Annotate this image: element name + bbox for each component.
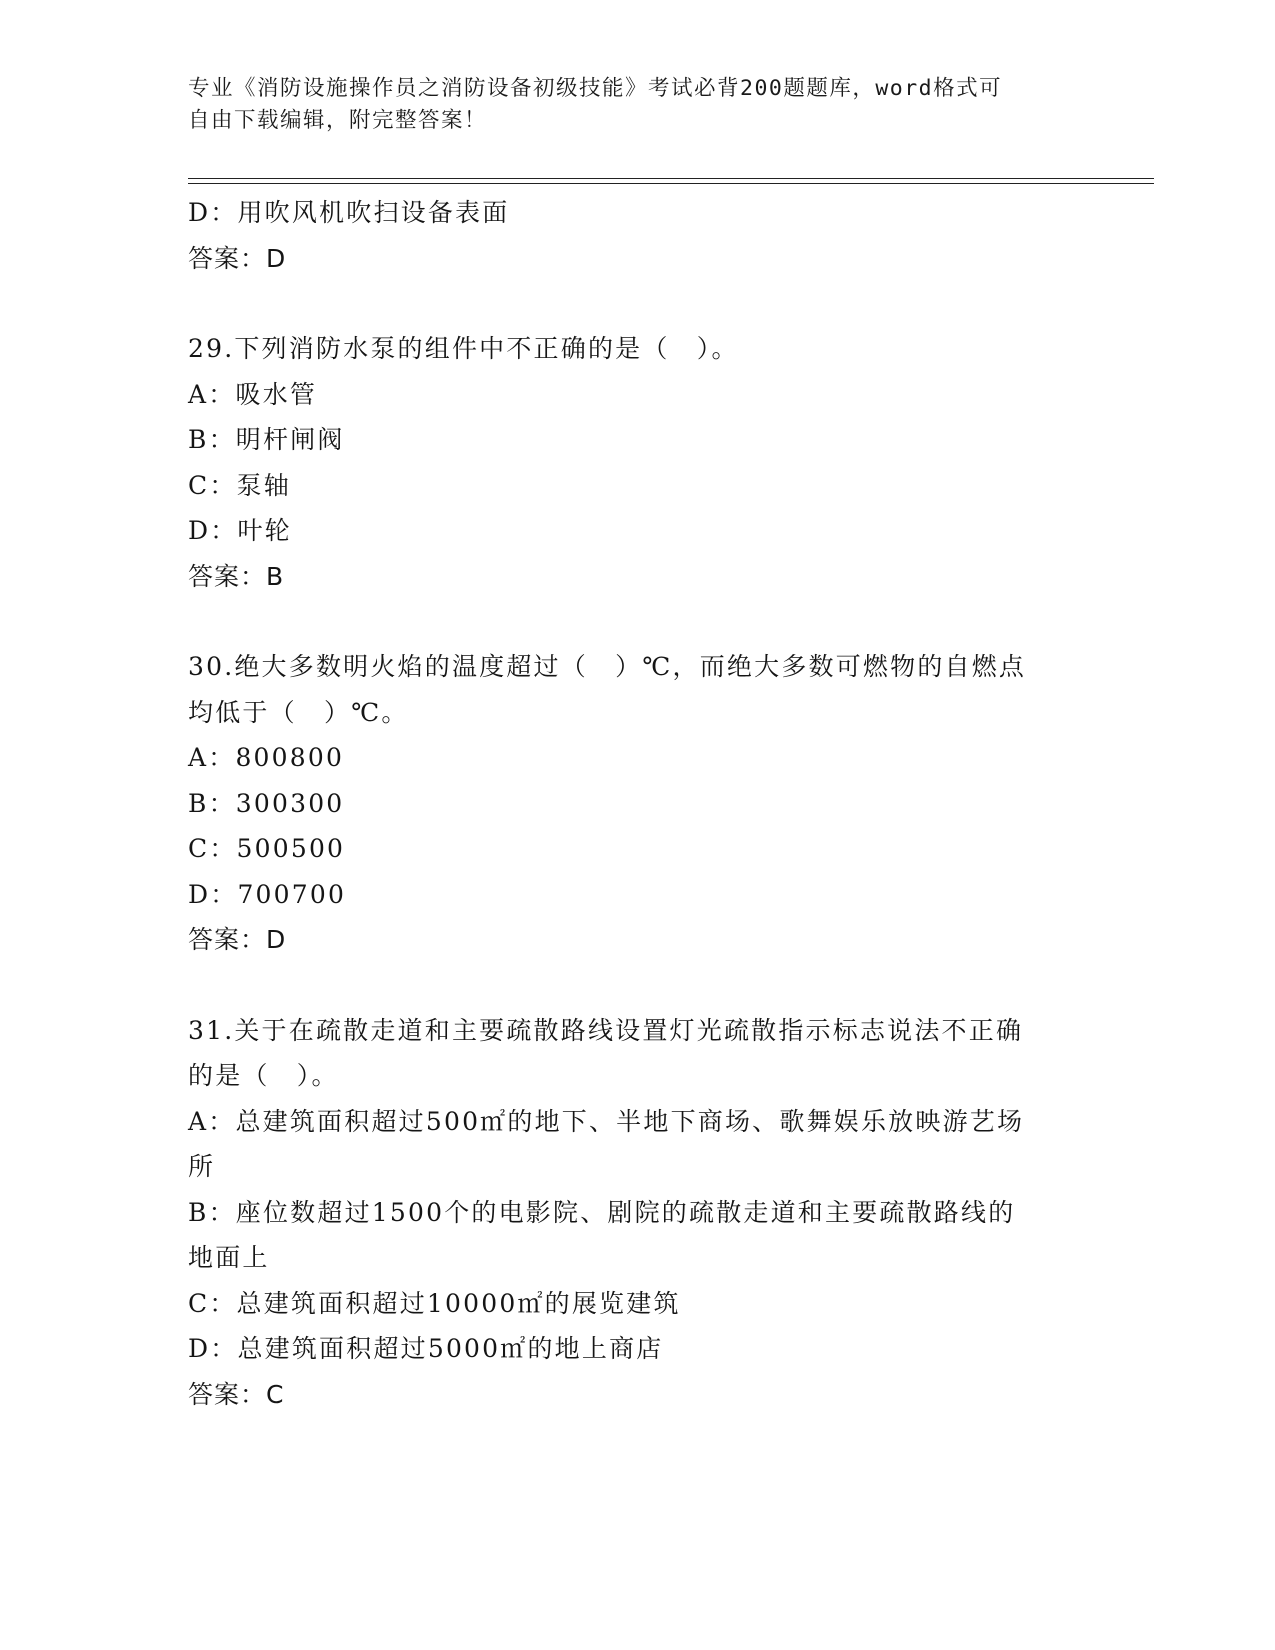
option-d: D：用吹风机吹扫设备表面 [188, 198, 510, 227]
question-stem-line-2: 均低于（ ）℃。 [188, 697, 409, 727]
option-b: B：明杆闸阀 [188, 425, 345, 454]
answer: 答案：D [188, 243, 287, 273]
question-list [188, 190, 1088, 1417]
option-c: C：总建筑面积超过10000㎡的展览建筑 [188, 1288, 681, 1318]
option-a-line-1: A：总建筑面积超过500㎡的地下、半地下商场、歌舞娱乐放映游艺场 [188, 1106, 1025, 1136]
answer: 答案：D [188, 925, 287, 954]
answer: 答案：C [188, 1379, 285, 1409]
option-a: A：吸水管 [188, 379, 318, 409]
question-stem-line-2: 的是（ ）。 [188, 1061, 339, 1090]
header-divider-top [188, 178, 1154, 179]
question-29 [188, 326, 1088, 599]
option-b: B：300300 [188, 788, 345, 818]
page-header [188, 73, 1068, 137]
option-c: C：500500 [188, 834, 346, 863]
question-31 [188, 1008, 1088, 1418]
option-d: D：叶轮 [188, 516, 292, 545]
question-stem: 29.下列消防水泵的组件中不正确的是（ ）。 [188, 334, 739, 363]
option-d: D：700700 [188, 879, 347, 909]
header-title-line-2: 自由下载编辑，附完整答案！ [188, 108, 488, 133]
header-divider-bottom [188, 183, 1154, 184]
question-stem-line-1: 31.关于在疏散走道和主要疏散路线设置灯光疏散指示标志说法不正确 [188, 1015, 1024, 1045]
option-a-line-2: 所 [188, 1152, 216, 1181]
header-title-line-1: 专业《消防设施操作员之消防设备初级技能》考试必背200题题库，word格式可 [188, 76, 1003, 101]
option-c: C：泵轴 [188, 470, 291, 500]
question-28-tail [188, 190, 1088, 281]
answer: 答案：B [188, 561, 285, 591]
option-b-line-1: B：座位数超过1500个的电影院、剧院的疏散走道和主要疏散路线的 [188, 1197, 1016, 1227]
option-d: D：总建筑面积超过5000㎡的地上商店 [188, 1334, 664, 1363]
question-stem-line-1: 30.绝大多数明火焰的温度超过（ ）℃，而绝大多数可燃物的自燃点 [188, 652, 1027, 681]
option-a: A：800800 [188, 743, 345, 772]
question-30 [188, 644, 1088, 963]
option-b-line-2: 地面上 [188, 1243, 270, 1272]
